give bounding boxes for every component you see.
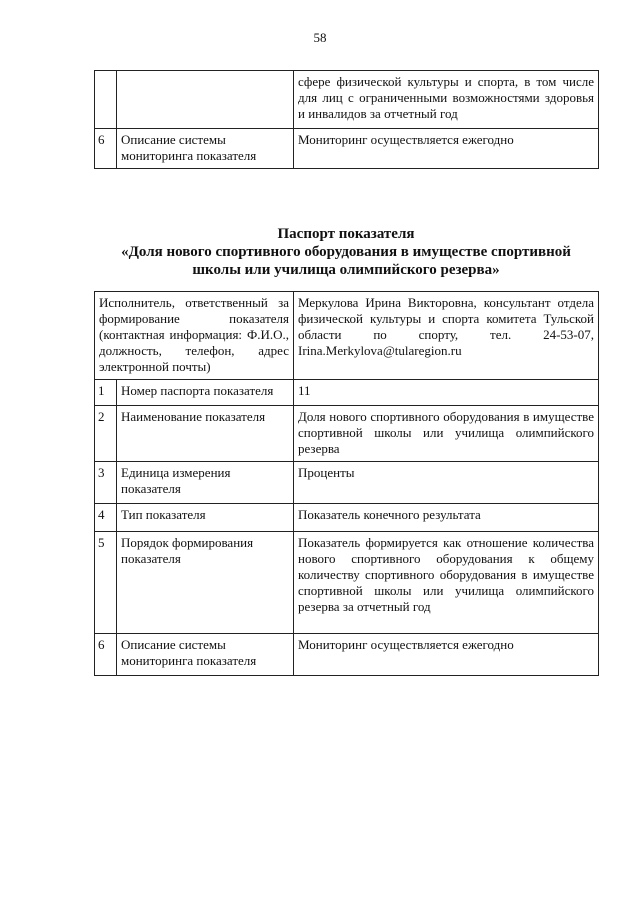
row-value-cell: сфере физической культуры и спорта, в том числе для лиц с ограниченными возможностями здоровья и инвалидов за отчетный год [294,71,599,129]
executor-value-cell: Меркулова Ирина Викторовна, консультант отдела физической культуры и спорта комитета Тульской области по спорту, тел. 24-53-07, Irina.Merkylova@tularegion.ru [294,292,599,380]
row-value-cell: 11 [294,380,599,406]
heading-line-1: Паспорт показателя [277,226,415,242]
continuation-table [94,70,599,169]
row-label-cell: Порядок формирования показателя [117,532,294,634]
row-number-cell: 2 [95,406,117,462]
row-value-cell: Мониторинг осуществляется ежегодно [294,129,599,169]
table-row [95,380,599,406]
table-row [95,462,599,504]
passport-table [94,291,599,676]
table-row [95,532,599,634]
heading-line-2: «Доля нового спортивного оборудования в имуществе спортивной [121,244,571,260]
row-value-cell: Доля нового спортивного оборудования в имуществе спортивной школы или училища олимпийского резерва [294,406,599,462]
row-number-cell: 6 [95,129,117,169]
row-value-cell: Показатель конечного результата [294,504,599,532]
table-row [95,71,599,129]
row-label-cell: Описание системы мониторинга показателя [117,634,294,676]
table-row [95,504,599,532]
row-value-cell: Проценты [294,462,599,504]
row-label-cell: Единица измерения показателя [117,462,294,504]
row-value-cell: Показатель формируется как отношение количества нового спортивного оборудования к общему количеству спортивного оборудования в имуществе спортивной школы или училища олимпийского резерва за отчетный год [294,532,599,634]
row-label-cell: Описание системы мониторинга показателя [117,129,294,169]
row-number-cell: 1 [95,380,117,406]
page-number: 58 [313,30,327,45]
row-number-cell: 6 [95,634,117,676]
row-number-cell: 3 [95,462,117,504]
row-label-cell [117,71,294,129]
row-label-cell: Тип показателя [117,504,294,532]
executor-label-cell: Исполнитель, ответственный за формирование показателя (контактная информация: Ф.И.О., должность, телефон, адрес электронной почты) [95,292,294,380]
table-row [95,634,599,676]
row-label-cell: Номер паспорта показателя [117,380,294,406]
row-label-cell: Наименование показателя [117,406,294,462]
row-number-cell [95,71,117,129]
executor-row [95,292,599,380]
row-value-cell: Мониторинг осуществляется ежегодно [294,634,599,676]
row-number-cell: 5 [95,532,117,634]
table-row [95,129,599,169]
passport-heading [94,225,598,279]
row-number-cell: 4 [95,504,117,532]
heading-line-3: школы или училища олимпийского резерва» [192,262,500,278]
table-row [95,406,599,462]
